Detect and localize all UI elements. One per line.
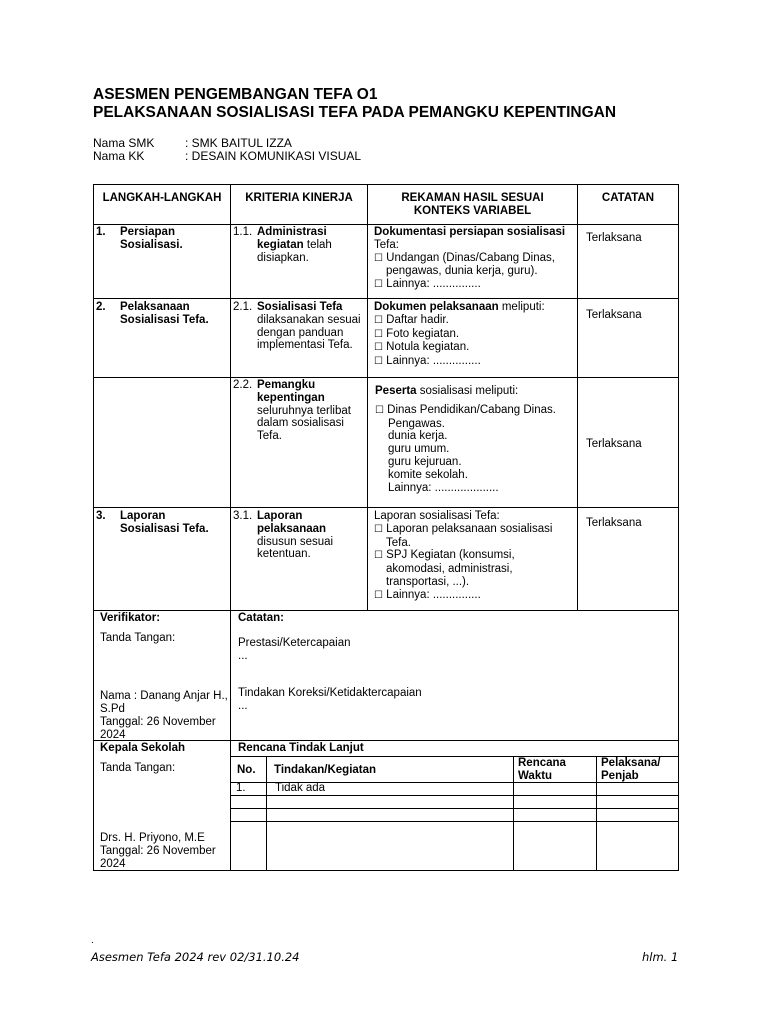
prestasi-value: ...	[238, 650, 248, 662]
rekaman-bold: Peserta	[375, 385, 417, 397]
rtl-header-tindakan: Tindakan/Kegiatan	[274, 764, 377, 776]
footer-revision: Asesmen Tefa 2024 rev 02/31.10.24	[91, 950, 300, 964]
meta-value: : DESAIN KOMUNIKASI VISUAL	[185, 149, 362, 163]
kepsek-name: Drs. H. Priyono, M.E	[100, 832, 205, 844]
tindakan-label: Tindakan Koreksi/Ketidaktercapaian	[238, 687, 422, 699]
checkbox-label: Laporan pelaksanaan sosialisasi Tefa.	[386, 522, 553, 549]
table-border	[513, 756, 514, 870]
sub-item: guru umum.	[388, 443, 450, 456]
kriteria-text	[257, 379, 363, 443]
catatan-status: Terlaksana	[586, 232, 642, 244]
checkbox-label: Undangan (Dinas/Cabang Dinas, pengawas, dunia kerja, guru).	[386, 251, 555, 278]
rtl-header-pelaksana: Pelaksana/ Penjab	[601, 757, 661, 782]
header-rekaman: REKAMAN HASIL SESUAI KONTEKS VARIABEL	[401, 192, 544, 217]
rtl-row-no: 1.	[236, 782, 246, 794]
catatan-status: Terlaksana	[586, 517, 642, 529]
checkbox-item	[374, 252, 574, 279]
rekaman-rest: sosialisasi meliputi:	[419, 385, 519, 397]
checkbox-label: Lainnya: ...............	[386, 278, 481, 291]
checkbox-item	[374, 523, 574, 550]
verifikator-date: Tanggal: 26 November 2024	[100, 716, 216, 741]
meta-label: Nama KK	[93, 149, 145, 163]
kriteria-bold: Administrasi kegiatan	[257, 226, 327, 251]
kriteria-rest: seluruhnya terlibat dalam sosialisasi Tefa.	[257, 404, 351, 443]
sub-item: guru kejuruan.	[388, 455, 462, 468]
checkbox-label: SPJ Kegiatan (konsumsi, akomodasi, administrasi, transportasi, ...).	[386, 549, 515, 588]
kriteria-bold: Laporan pelaksanaan	[257, 510, 327, 535]
kriteria-number: 2.2.	[233, 379, 253, 391]
table-border	[93, 224, 679, 225]
table-border	[230, 795, 679, 796]
kepsek-date: Tanggal: 26 November 2024	[100, 845, 216, 870]
catatan-status: Terlaksana	[586, 438, 642, 450]
table-border	[266, 756, 267, 870]
rekaman-plain: Laporan sosialisasi Tefa:	[374, 510, 500, 522]
checkbox-item	[374, 355, 574, 369]
table-border	[577, 184, 578, 610]
kriteria-rest: disusun sesuai ketentuan.	[257, 535, 334, 561]
rekaman-bold: Dokumentasi persiapan sosialisasi	[374, 226, 566, 238]
kriteria-rest: telah disiapkan.	[257, 238, 332, 264]
sub-item: Lainnya: ....................	[388, 481, 499, 494]
table-border	[93, 184, 679, 185]
langkah-text: Laporan Sosialisasi Tefa.	[120, 510, 209, 535]
checkbox-item	[374, 589, 574, 603]
checkbox-label: Foto kegiatan.	[386, 327, 460, 340]
kriteria-number: 3.1.	[233, 510, 253, 522]
table-border	[230, 808, 679, 809]
table-border	[596, 756, 597, 870]
sub-item: komite sekolah.	[388, 468, 468, 481]
kepsek-signature-label: Tanda Tangan:	[100, 762, 176, 774]
table-border	[93, 507, 679, 508]
kepsek-title: Kepala Sekolah	[100, 742, 186, 754]
table-border	[678, 184, 679, 871]
meta-label: Nama SMK	[93, 136, 155, 150]
kriteria-bold: Sosialisasi Tefa	[257, 301, 343, 313]
sub-item: Pengawas.	[388, 417, 445, 430]
checkbox-item	[374, 314, 574, 328]
checkbox-item	[375, 404, 575, 418]
kriteria-bold: Pemangku kepentingan	[257, 379, 325, 404]
checkbox-icon: ☐	[374, 356, 383, 368]
document-title: ASESMEN PENGEMBANGAN TEFA O1	[93, 86, 378, 103]
meta-value: : SMK BAITUL IZZA	[185, 136, 292, 150]
checkbox-icon: ☐	[374, 342, 383, 354]
langkah-text: Pelaksanaan Sosialisasi Tefa.	[120, 301, 209, 326]
kriteria-text	[257, 226, 361, 264]
rekaman-cell	[374, 301, 574, 369]
verifikator-title: Verifikator:	[100, 612, 161, 624]
checkbox-icon: ☐	[374, 523, 383, 535]
meta-kk	[93, 149, 361, 163]
checkbox-label: Dinas Pendidikan/Cabang Dinas.	[387, 403, 556, 416]
kriteria-rest: dilaksanakan sesuai dengan panduan implementasi Tefa.	[257, 313, 361, 352]
footer-page-number: hlm. 1	[642, 950, 679, 964]
rtl-row-tindakan: Tidak ada	[275, 782, 326, 794]
checkbox-label: Lainnya: ...............	[386, 355, 481, 368]
rekaman-bold: Dokumen pelaksanaan	[374, 301, 499, 313]
checkbox-icon: ☐	[375, 404, 384, 416]
row-number: 3.	[96, 510, 106, 522]
checkbox-item	[374, 278, 574, 292]
checkbox-label: Daftar hadir.	[386, 313, 449, 326]
checkbox-icon: ☐	[374, 314, 383, 326]
checkbox-icon: ☐	[374, 328, 383, 340]
catatan-status: Terlaksana	[586, 309, 642, 321]
catatan-title: Catatan:	[238, 612, 285, 624]
checkbox-item	[374, 549, 574, 588]
header-langkah: LANGKAH-LANGKAH	[102, 192, 222, 204]
kriteria-number: 1.1.	[233, 226, 253, 238]
rekaman-cell	[374, 226, 574, 292]
meta-smk	[93, 136, 292, 150]
kriteria-text	[257, 510, 349, 561]
table-border	[93, 610, 679, 611]
kriteria-text	[257, 301, 361, 352]
rekaman-rest: meliputi:	[501, 301, 545, 313]
row-number: 2.	[96, 301, 106, 313]
document-subtitle: PELAKSANAAN SOSIALISASI TEFA PADA PEMANGKU KEPENTINGAN	[93, 104, 617, 121]
table-border	[230, 821, 679, 822]
kriteria-number: 2.1.	[233, 301, 253, 313]
rtl-header-waktu: Rencana Waktu	[518, 757, 566, 782]
checkbox-icon: ☐	[374, 252, 383, 264]
tindakan-value: ...	[238, 700, 248, 712]
checkbox-icon: ☐	[374, 589, 383, 601]
checkbox-label: Notula kegiatan.	[386, 341, 470, 354]
table-border	[93, 377, 679, 378]
header-kriteria: KRITERIA KINERJA	[245, 192, 353, 204]
table-border	[93, 184, 94, 871]
checkbox-item	[374, 341, 574, 355]
rekaman-cell	[375, 385, 575, 494]
rekaman-cell	[374, 510, 574, 603]
rekaman-rest: Tefa:	[374, 238, 399, 251]
checkbox-label: Lainnya: ...............	[386, 588, 481, 601]
table-border	[93, 298, 679, 299]
sub-item: dunia kerja.	[388, 430, 448, 443]
rtl-title: Rencana Tindak Lanjut	[238, 742, 364, 754]
row-number: 1.	[96, 226, 106, 238]
verifikator-signature-label: Tanda Tangan:	[100, 632, 176, 644]
checkbox-item	[374, 328, 574, 342]
footer-dot: .	[91, 935, 94, 946]
checkbox-icon: ☐	[374, 550, 383, 562]
rtl-header-no: No.	[237, 764, 256, 776]
prestasi-label: Prestasi/Ketercapaian	[238, 637, 351, 649]
header-catatan: CATATAN	[601, 192, 655, 204]
langkah-text: Persiapan Sosialisasi.	[120, 226, 183, 251]
table-border	[367, 184, 368, 610]
checkbox-icon: ☐	[374, 279, 383, 291]
table-border	[230, 184, 231, 871]
verifikator-name: Nama : Danang Anjar H., S.Pd	[100, 690, 228, 715]
